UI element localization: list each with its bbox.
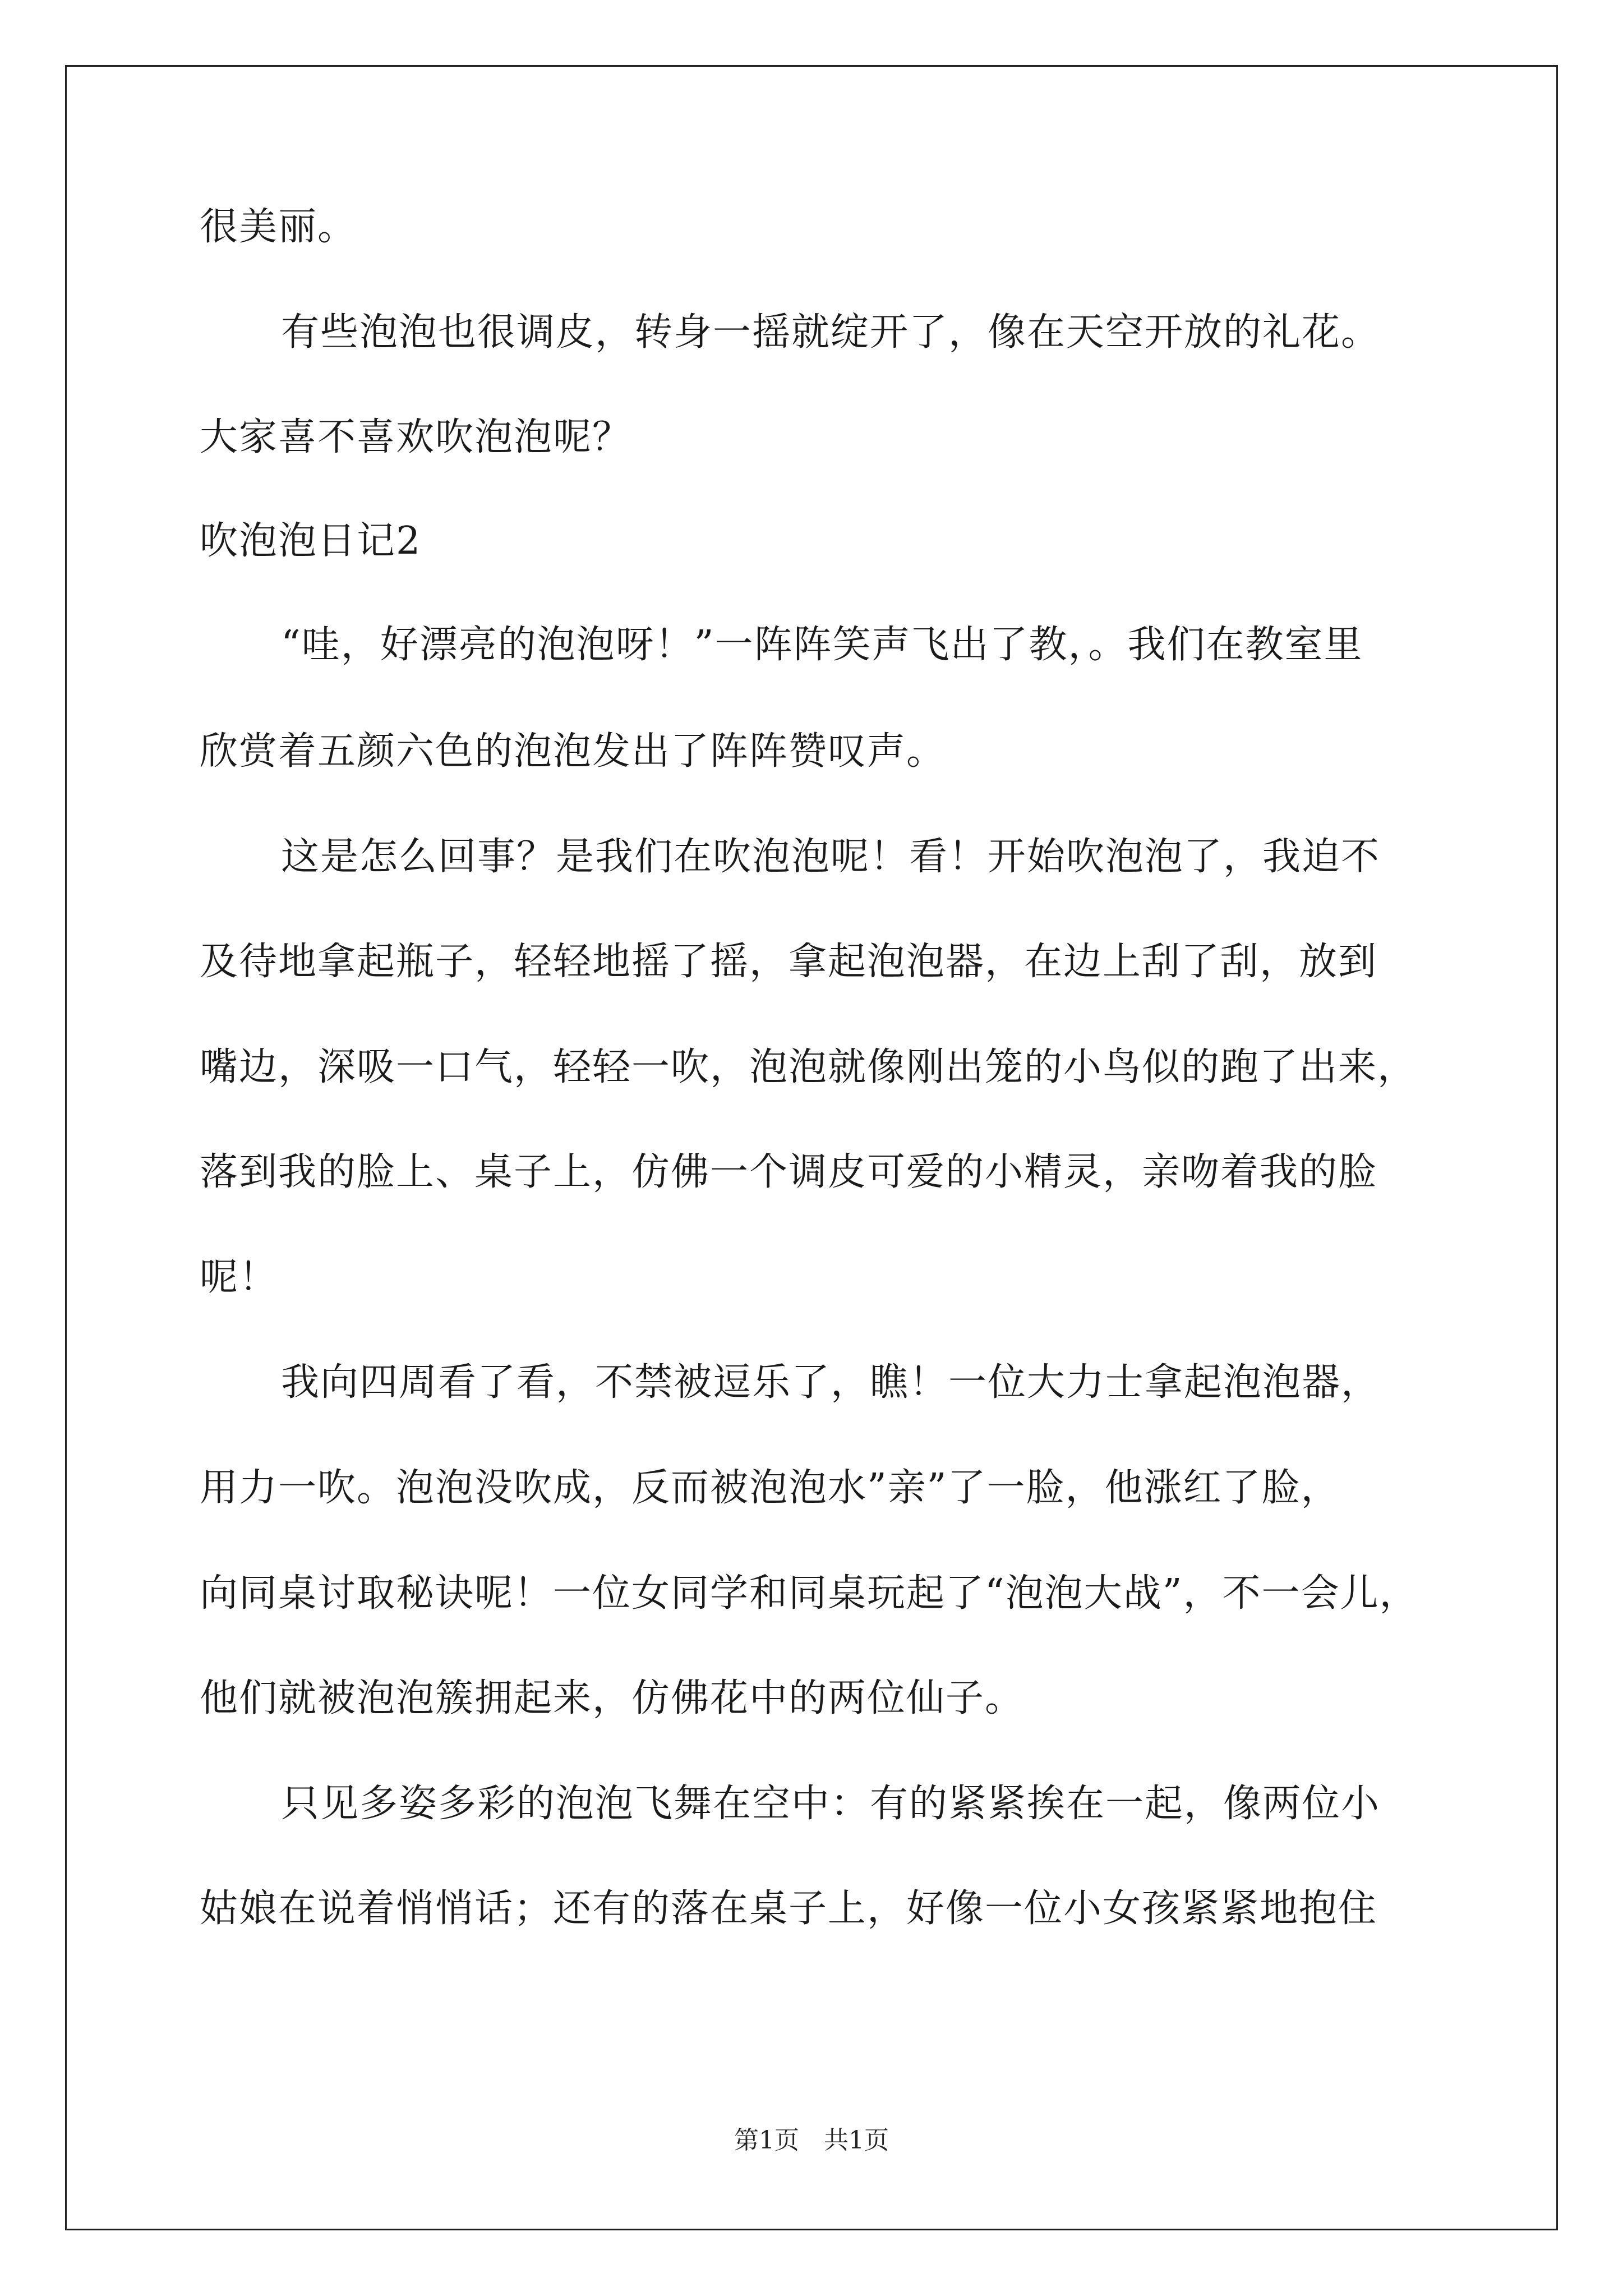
page-total: 共1页	[824, 2126, 889, 2155]
text-line: 欣赏着五颜六色的泡泡发出了阵阵赞叹声。	[200, 729, 946, 774]
text-line: 很美丽。	[200, 205, 357, 249]
page-number: 第1页	[734, 2126, 799, 2155]
text-line: 落到我的脸上、桌子上，仿佛一个调皮可爱的小精灵，亲吻着我的脸	[200, 1150, 1378, 1194]
text-line: 只见多姿多彩的泡泡飞舞在空中：有的紧紧挨在一起，像两位小	[281, 1782, 1381, 1826]
text-line: “哇，好漂亮的泡泡呀！”一阵阵笑声飞出了教，。我们在教室里	[281, 623, 1363, 667]
text-line: 他们就被泡泡簇拥起来，仿佛花中的两位仙子。	[200, 1676, 1025, 1720]
text-line: 姑娘在说着悄悄话；还有的落在桌子上，好像一位小女孩紧紧地抱住	[200, 1887, 1378, 1931]
text-line: 用力一吹。泡泡没吹成，反而被泡泡水”亲”了一脸，他涨红了脸，	[200, 1466, 1340, 1510]
text-line: 嘴边，深吸一口气，轻轻一吹，泡泡就像刚出笼的小鸟似的跑了出来，	[200, 1045, 1417, 1089]
text-line: 向同桌讨取秘诀呢！一位女同学和同桌玩起了“泡泡大战”，不一会儿，	[200, 1571, 1419, 1616]
text-line: 我向四周看了看，不禁被逗乐了，瞧！一位大力士拿起泡泡器，	[281, 1360, 1381, 1405]
page-footer	[0, 2125, 1623, 2156]
text-line: 这是怎么回事？是我们在吹泡泡呢！看！开始吹泡泡了，我迫不	[281, 835, 1381, 879]
text-line: 大家喜不喜欢吹泡泡呢？	[200, 415, 632, 459]
text-line: 呢！	[200, 1255, 279, 1300]
text-line: 及待地拿起瓶子，轻轻地摇了摇，拿起泡泡器，在边上刮了刮，放到	[200, 940, 1378, 984]
text-line: 有些泡泡也很调皮，转身一摇就绽开了，像在天空开放的礼花。	[281, 310, 1381, 355]
section-title: 吹泡泡日记2	[200, 519, 422, 563]
